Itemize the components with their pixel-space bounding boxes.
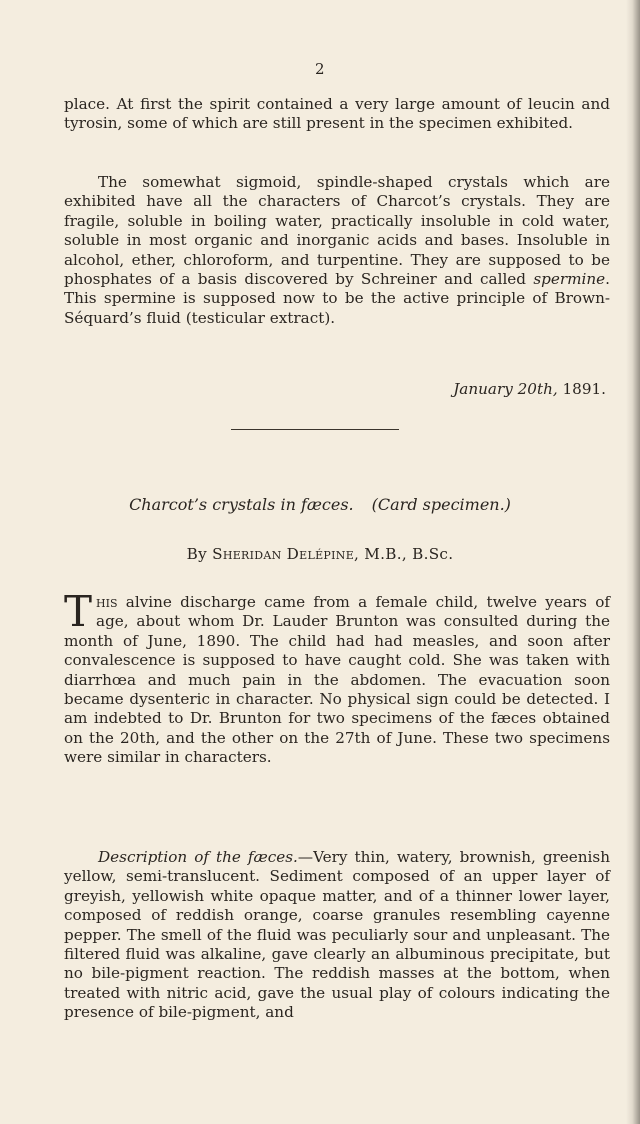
paragraph-case-history <box>64 587 610 768</box>
spermine-term: spermine <box>533 270 606 289</box>
paragraph-continuation: place. At first the spirit contained a very large amount of leucin and tyrosin, some of which are still present in the specimen exhibited. <box>64 95 610 133</box>
dateline-year: 1891. <box>562 380 606 398</box>
paragraph-crystals-text-end: . This spermine is supposed now to be the active principle of Brown-Séquard’s fluid (testicular extract). <box>64 270 610 327</box>
byline-author: Sheridan Delépine, <box>212 545 360 563</box>
paragraph-crystals-text: The somewhat sigmoid, spindle-shaped crystals which are exhibited have all the characters of Charcot’s crystals. They are fragile, soluble in boiling water, practically insoluble in cold water, soluble in most organic and inorganic acids and bases. Insoluble in alcohol, ether, chloroform, and turpentine. They are supposed to be phosphates of a basis discovered by Schreiner and called <box>64 173 610 289</box>
article-title-main: Charcot’s crystals in fæces. <box>129 495 354 514</box>
dateline <box>453 380 606 398</box>
lead-word: his <box>96 593 118 611</box>
article-title-note: (Card specimen.) <box>371 495 511 514</box>
section-divider <box>231 429 399 430</box>
page-number: 2 <box>314 60 326 78</box>
case-history-text: alvine discharge came from a female child, twelve years of age, about whom Dr. Lauder Brunton was consulted during the month of June, 1890. The child had had measles, and soon after convalescence is supposed to have caught cold. She was taken with diarrhœa and much pain in the abdomen. The evacuation soon became dysenteric in character. No physical sign could be detected. I am indebted to Dr. Brunton for two specimens of the fæces obtained on the 20th, and the other on the 27th of June. These two specimens were similar in characters. <box>64 593 610 767</box>
byline-by: By <box>186 545 207 563</box>
drop-cap: T <box>64 587 93 636</box>
description-heading: Description of the fæces. <box>98 848 298 866</box>
paragraph-crystals <box>64 173 610 328</box>
byline-degrees: M.B., B.Sc. <box>364 545 454 563</box>
byline <box>0 545 640 563</box>
description-text: —Very thin, watery, brownish, greenish yellow, semi-translucent. Sediment composed of an upper layer of greyish, yellowish white opaque matter, and of a thinner lower layer, composed of reddish orange, coarse granules resembling cayenne pepper. The smell of the fluid was peculiarly sour and unpleasant. The filtered fluid was alkaline, gave clearly an albuminous precipitate, but no bile-pigment reaction. The reddish masses at the bottom, when treated with nitric acid, gave the usual play of colours indicating the presence of bile-pigment, and <box>64 848 610 1022</box>
paragraph-description <box>64 848 610 1023</box>
page-edge-shadow <box>626 0 640 1124</box>
dateline-day: January 20th, <box>453 380 558 398</box>
article-title <box>0 495 640 514</box>
